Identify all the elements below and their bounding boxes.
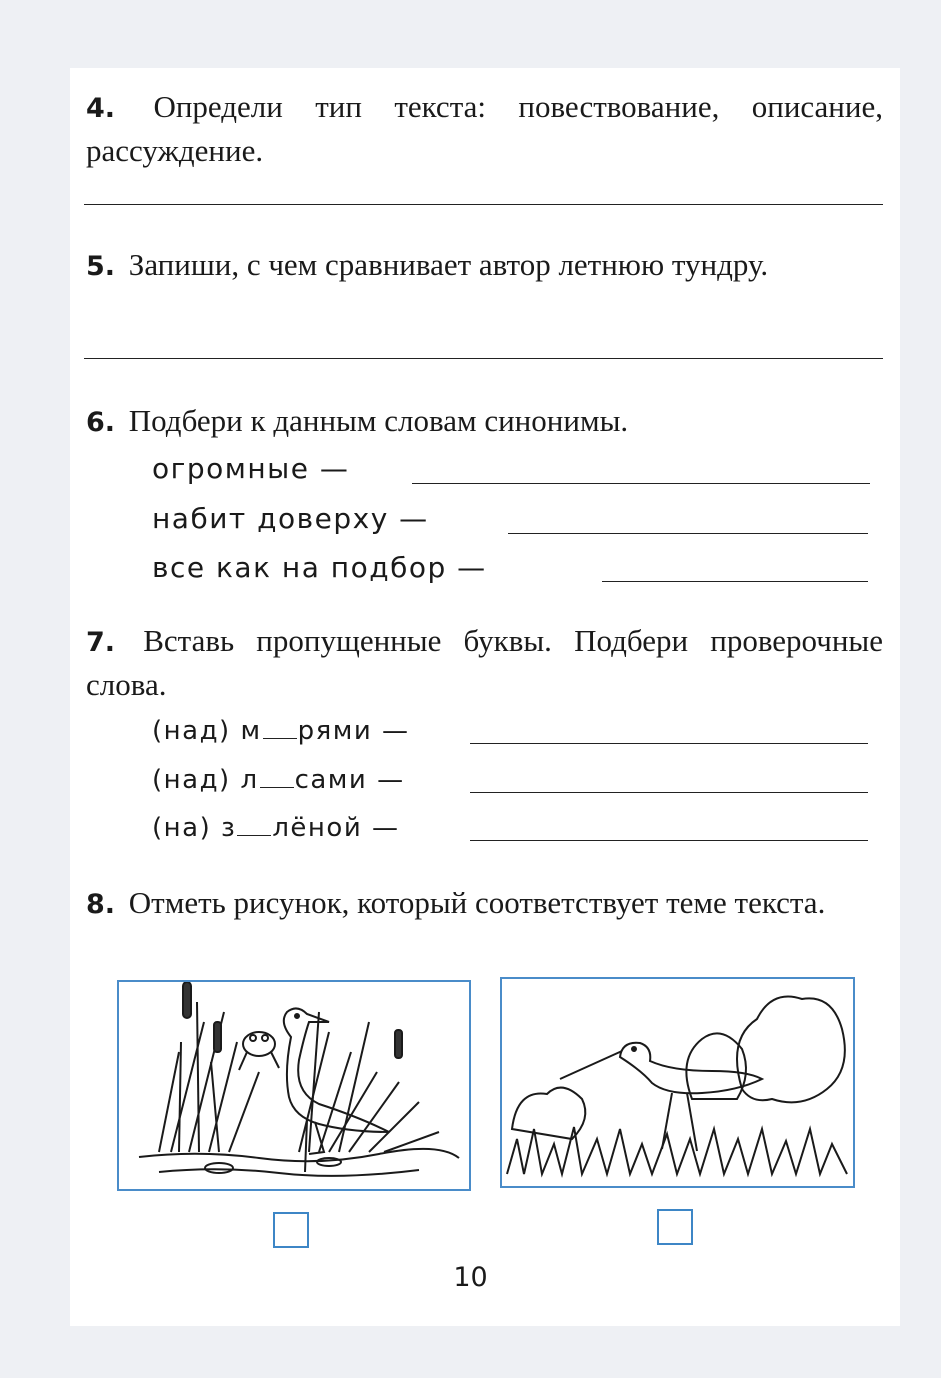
sandpiper-drawing	[502, 979, 853, 1186]
task-7-number: 7.	[86, 627, 116, 658]
task-4-text: Определи тип текста: повествование, описание, рассуждение.	[86, 89, 883, 168]
missing-letter-word-2	[152, 765, 405, 795]
synonym-word-1: огромные —	[152, 452, 350, 485]
page-number: 10	[453, 1262, 488, 1293]
picture-1-checkbox[interactable]	[273, 1212, 309, 1248]
missing-letter-word-2-suffix: сами —	[294, 765, 405, 795]
sandpiper-in-grass-illustration	[500, 977, 855, 1188]
task-6-prompt	[86, 400, 856, 444]
task-8-text: Отметь рисунок, который соответствует теме текста.	[128, 885, 826, 920]
check-word-answer-line-1[interactable]	[470, 743, 868, 744]
synonym-word-2: набит доверху —	[152, 502, 429, 535]
task-5-text: Запиши, с чем сравнивает автор летнюю тундру.	[128, 247, 769, 282]
synonym-answer-line-3[interactable]	[602, 581, 868, 582]
synonym-answer-line-1[interactable]	[412, 483, 870, 484]
heron-with-frog-in-reeds-illustration	[117, 980, 471, 1191]
heron-drawing	[119, 982, 469, 1189]
missing-letter-word-3-prefix: (на) з	[152, 813, 237, 843]
check-word-answer-line-3[interactable]	[470, 840, 868, 841]
missing-letter-word-1-suffix: рями —	[297, 716, 410, 746]
task-4-number: 4.	[86, 93, 116, 124]
missing-letter-word-3-suffix: лёной —	[272, 813, 400, 843]
task-4-prompt	[86, 86, 883, 172]
missing-letter-blank-3[interactable]	[237, 813, 271, 836]
task-7-text: Вставь пропущенные буквы. Подбери проверочные слова.	[86, 623, 883, 702]
task-8-prompt	[86, 882, 883, 926]
task-4-answer-line[interactable]	[84, 204, 883, 205]
check-word-answer-line-2[interactable]	[470, 792, 868, 793]
missing-letter-word-1-prefix: (над) м	[152, 716, 262, 746]
missing-letter-word-2-prefix: (над) л	[152, 765, 259, 795]
missing-letter-blank-1[interactable]	[263, 716, 297, 739]
synonym-answer-line-2[interactable]	[508, 533, 868, 534]
missing-letter-blank-2[interactable]	[260, 765, 294, 788]
task-6-number: 6.	[86, 407, 116, 438]
task-5-number: 5.	[86, 251, 116, 282]
picture-2-checkbox[interactable]	[657, 1209, 693, 1245]
missing-letter-word-3	[152, 813, 400, 843]
missing-letter-word-1	[152, 716, 410, 746]
synonym-word-3: все как на подбор —	[152, 551, 487, 584]
task-7-prompt	[86, 620, 883, 706]
task-5-answer-line[interactable]	[84, 358, 883, 359]
task-8-number: 8.	[86, 889, 116, 920]
task-6-text: Подбери к данным словам синонимы.	[128, 403, 629, 438]
task-5-prompt	[86, 244, 883, 288]
